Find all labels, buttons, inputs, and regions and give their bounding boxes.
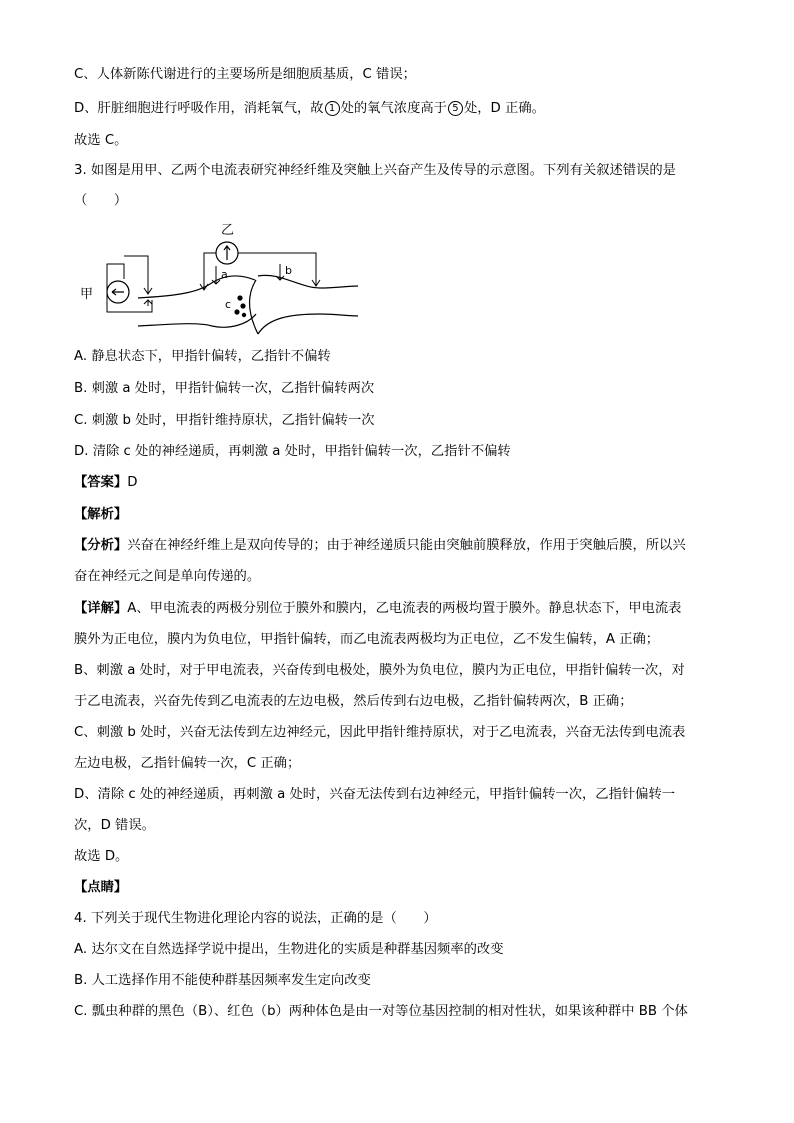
vesicle-4 — [242, 313, 246, 317]
line-d-text-1: D、肝脏细胞进行呼吸作用，消耗氧气，故 — [74, 101, 324, 116]
answer-line — [74, 474, 137, 492]
ammeter-yi-needle-arrow — [224, 246, 230, 260]
question-4-stem: 4. 下列关于现代生物进化理论内容的说法，正确的是（ ） — [74, 911, 437, 926]
label-yi: 乙 — [221, 223, 235, 238]
fenxi-tag: 【分析】 — [74, 538, 128, 553]
xj-text-1: A、甲电流表的两极分别位于膜外和膜内，乙电流表的两极均置于膜外。静息状态下，甲电流表 — [127, 601, 682, 616]
explanation-line-7: D、清除 c 处的神经递质，再刺激 a 处时，兴奋无法传到右边神经元，甲指针偏转一次，乙指针偏转一 — [74, 787, 676, 802]
ammeter-jia-needle-arrow — [112, 289, 124, 295]
synapse-cleft-edge — [249, 280, 258, 334]
xiangjie-tag: 【详解】 — [74, 601, 128, 616]
analysis-tag: 【解析】 — [74, 507, 128, 522]
electrode-jia-inner-arrow — [144, 300, 152, 306]
option-4a: A. 达尔文在自然选择学说中提出，生物进化的实质是种群基因频率的改变 — [74, 942, 504, 957]
presynaptic-axon-upper — [138, 276, 255, 298]
option-4c: C. 瓢虫种群的黑色（B）、红色（b）两种体色是由一对等位基因控制的相对性状，如果该种群中 BB 个体 — [74, 1004, 688, 1019]
dianjing-tag: 【点睛】 — [74, 880, 128, 895]
option-3a: A. 静息状态下，甲指针偏转，乙指针不偏转 — [74, 349, 331, 364]
explanation-line-2: 膜外为正电位，膜内为负电位，甲指针偏转，而乙电流表两极均为正电位，乙不发生偏转，A 正确； — [74, 632, 660, 647]
stimulus-a-arrow — [212, 266, 220, 284]
answer-tag: 【答案】 — [74, 475, 128, 490]
line-d-text-3: 处，D 正确。 — [463, 101, 545, 116]
analysis-line-1 — [74, 537, 686, 555]
explanation-line-3: B、刺激 a 处时，对于甲电流表，兴奋传到电极处，膜外为负电位，膜内为正电位，甲指针偏转一次，对 — [74, 663, 685, 678]
presynaptic-axon-lower — [138, 314, 256, 327]
label-a: a — [221, 268, 228, 281]
option-3b: B. 刺激 a 处时，甲指针偏转一次，乙指针偏转两次 — [74, 381, 375, 396]
circled-number-5: 5 — [448, 101, 463, 116]
line-c-wrong: C、人体新陈代谢进行的主要场所是细胞质基质，C 错误； — [74, 67, 416, 82]
vesicle-2 — [240, 303, 245, 308]
label-b: b — [285, 264, 292, 277]
choose-c-line: 故选 C。 — [74, 133, 128, 148]
vesicle-3 — [234, 309, 239, 314]
neuron-synapse-diagram — [80, 214, 360, 344]
explanation-line-1 — [74, 600, 681, 618]
explanation-line-6: 左边电极，乙指针偏转一次，C 正确； — [74, 756, 301, 771]
label-jia: 甲 — [80, 287, 94, 302]
explanation-line-9: 故选 D。 — [74, 849, 129, 864]
explanation-line-5: C、刺激 b 处时，兴奋无法传到左边神经元，因此甲指针维持原状，对于乙电流表，兴奋无法传到电流表 — [74, 725, 686, 740]
line-d-text-2: 处的氧气浓度高于 — [340, 101, 447, 116]
ammeter-yi-wire-right — [238, 253, 316, 286]
fenxi-text-1: 兴奋在神经纤维上是双向传导的；由于神经递质只能由突触前膜释放，作用于突触后膜，所以兴 — [127, 538, 686, 553]
ammeter-jia-wire-top — [107, 264, 124, 292]
circled-number-1: 1 — [325, 101, 340, 116]
answer-value: D — [127, 475, 138, 490]
option-3c: C. 刺激 b 处时，甲指针维持原状，乙指针偏转一次 — [74, 413, 375, 428]
explanation-line-4: 于乙电流表，兴奋先传到乙电流表的左边电极，然后传到右边电极，乙指针偏转两次，B 正确； — [74, 694, 633, 709]
question-3-stem: 3. 如图是用甲、乙两个电流表研究神经纤维及突触上兴奋产生及传导的示意图。下列有关叙述错误的是 — [74, 163, 676, 178]
analysis-line-2: 奋在神经元之间是单向传递的。 — [74, 569, 261, 584]
line-d-correct — [74, 100, 545, 118]
stimulus-b-arrow — [276, 264, 284, 280]
explanation-line-8: 次，D 错误。 — [74, 818, 155, 833]
option-4b: B. 人工选择作用不能使种群基因频率发生定向改变 — [74, 973, 371, 988]
option-3d: D. 清除 c 处的神经递质，再刺激 a 处时，甲指针偏转一次，乙指针不偏转 — [74, 444, 511, 459]
question-3-paren: （ ） — [74, 193, 128, 208]
vesicle-1 — [237, 295, 242, 300]
postsynaptic-neuron — [258, 275, 358, 334]
label-c: c — [225, 298, 232, 311]
